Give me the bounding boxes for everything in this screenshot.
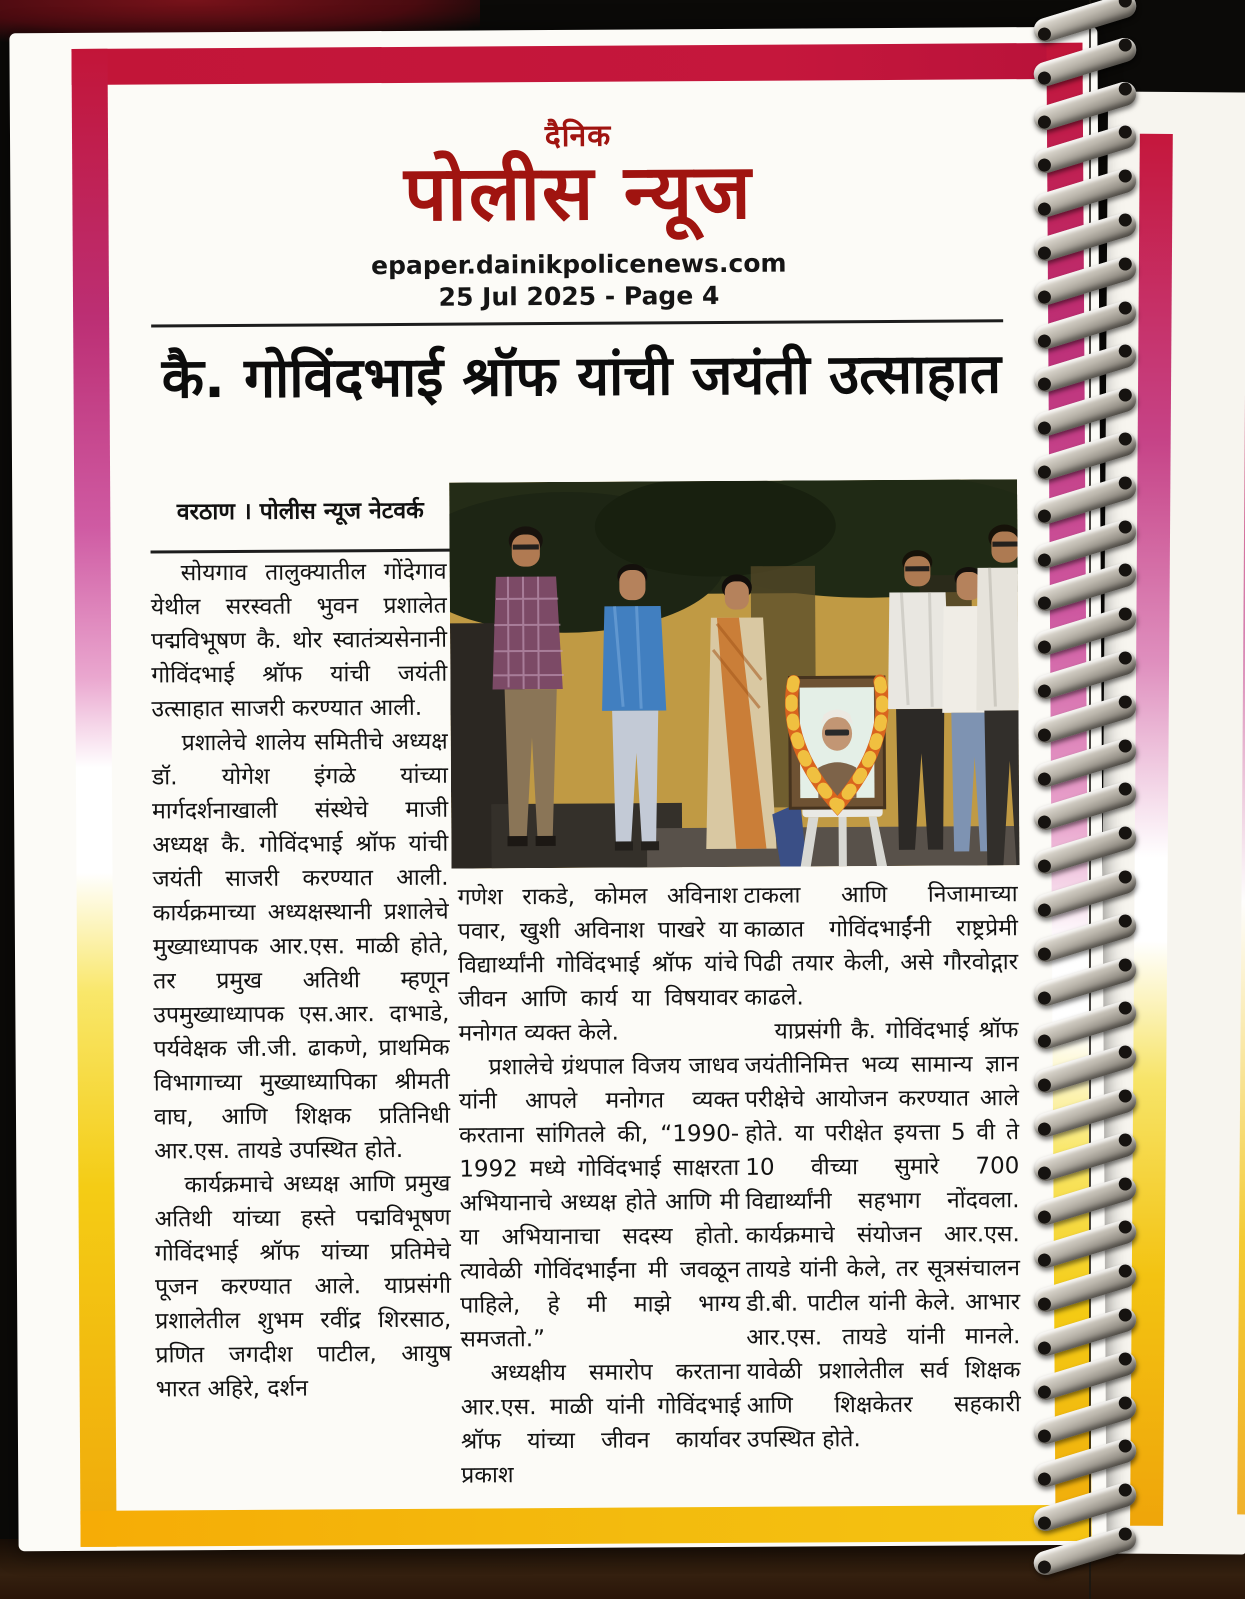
spiral-coil xyxy=(1031,254,1139,308)
newspaper-page xyxy=(9,27,1106,1552)
paragraph: कार्यक्रमाचे अध्यक्ष आणि प्रमुख अतिथी यांच्या हस्ते पद्मविभूषण गोविंदभाई श्रॉफ यांच्या प्रतिमेचे पूजन करण्यात आले. याप्रसंगी प्रशालेतील शुभम रवींद्र शिरसाठ, प्रणित जगदीश पाटील, आयुष भारत अहिरे, दर्शन xyxy=(154,1170,452,1403)
spiral-coil xyxy=(1031,911,1139,965)
spiral-coil xyxy=(1031,1130,1139,1184)
paragraph: गणेश राकडे, कोमल अविनाश पवार, खुशी अविनाश पाखरे या विद्यार्थ्यांनी गोविंदभाई श्रॉफ यांचे जीवन आणि कार्य या विषयावर मनोगत व्यक्त केले. xyxy=(457,882,739,1047)
masthead-title: पोलीस न्यूज xyxy=(403,146,754,238)
column-3 xyxy=(744,877,1022,1457)
byline-rule xyxy=(151,549,451,554)
headline: कै. गोविंदभाई श्रॉफ यांची जयंती उत्साहात xyxy=(161,341,1002,411)
underlying-page-edge-border xyxy=(1237,152,1245,1514)
page-border-top xyxy=(71,43,1082,85)
spiral-coil xyxy=(1031,1524,1139,1578)
spiral-coil xyxy=(1031,692,1139,746)
masthead xyxy=(110,111,1047,238)
paragraph: टाकला आणि निजामाच्या काळात गोविंदभाईंनी राष्ट्रप्रेमी पिढी तयार केली, असे गौरवोद्गार काढले. xyxy=(743,881,1019,1011)
epaper-url: epaper.dainikpolicenews.com xyxy=(370,248,787,281)
column-1 xyxy=(151,555,452,1407)
photo-illustration xyxy=(449,479,1019,868)
column-2 xyxy=(458,879,742,1493)
paragraph: प्रशालेचे शालेय समितीचे अध्यक्ष डॉ. योगेश इंगळे यांच्या मार्गदर्शनाखाली संस्थेचे माजी अध्यक्ष कै. गोविंदभाई श्रॉफ यांची जयंती साजरी करण्यात आली. कार्यक्रमाच्या अध्यक्षस्थानी प्रशालेचे मुख्याध्यापक आर.एस. माळी होते, तर प्रमुख अतिथी म्हणून उपमुख्याध्यापक एस.आर. दाभाडे, पर्यवेक्षक जी.जी. ढाकणे, प्राथमिक विभागाच्या मुख्याध्यापिका श्रीमती वाघ, आणि शिक्षक प्रतिनिधी आर.एस. तायडे उपस्थित होते. xyxy=(151,728,451,1165)
date-page-label: 25 Jul 2025 - Page 4 xyxy=(438,281,720,312)
masthead-tagline: दैनिक xyxy=(544,118,612,155)
article-photo xyxy=(449,479,1019,868)
paragraph: याप्रसंगी कै. गोविंदभाई श्रॉफ जयंतीनिमित्त भव्य सामान्य ज्ञान परीक्षेचे आयोजन करण्यात आले होते. या परीक्षेत इयत्ता 5 वी ते 10 वीच्या सुमारे 700 विद्यार्थ्यांनी सहभाग नोंदवला. कार्यक्रमाचे संयोजन आर.एस. तायडे यांनी केले, तर सूत्रसंचालन डी.बी. पाटील यांनी केले. आभार आर.एस. तायडे यांनी मानले. यावेळी प्रशालेतील सर्व शिक्षक आणि शिक्षकेतर सहकारी उपस्थित होते. xyxy=(744,1017,1021,1453)
spiral-coil xyxy=(1031,1349,1139,1403)
byline: वरठाण । पोलीस न्यूज नेटवर्क xyxy=(176,497,424,526)
paragraph: अध्यक्षीय समारोप करताना आर.एस. माळी यांनी गोविंदभाई श्रॉफ यांच्या जीवन कार्यावर प्रकाश xyxy=(460,1358,742,1489)
spiral-coil xyxy=(1031,473,1139,527)
spiral-coil xyxy=(1031,35,1139,89)
page-border-bottom xyxy=(80,1505,1091,1547)
paragraph: सोयगाव तालुक्यातील गोंदेगाव येथील सरस्वती भुवन प्रशालेत पद्मविभूषण कै. थोर स्वातंत्र्यसेनानी गोविंदभाई श्रॉफ यांची जयंती उत्साहात साजरी करण्यात आली. xyxy=(150,558,448,723)
header-divider xyxy=(151,319,1003,327)
spiral-binding xyxy=(1026,0,1148,1599)
paragraph: प्रशालेचे ग्रंथपाल विजय जाधव यांनी आपले मनोगत व्यक्त करताना सांगितले की, “1990-1992 मध्ये गोविंदभाई साक्षरता अभियानाचे अध्यक्ष होते आणि मी या अभियानाचा सदस्य होतो. त्यावेळी गोविंदभाईंना मी जवळून पाहिले, हे मी माझे भाग्य समजतो.” xyxy=(458,1052,741,1353)
